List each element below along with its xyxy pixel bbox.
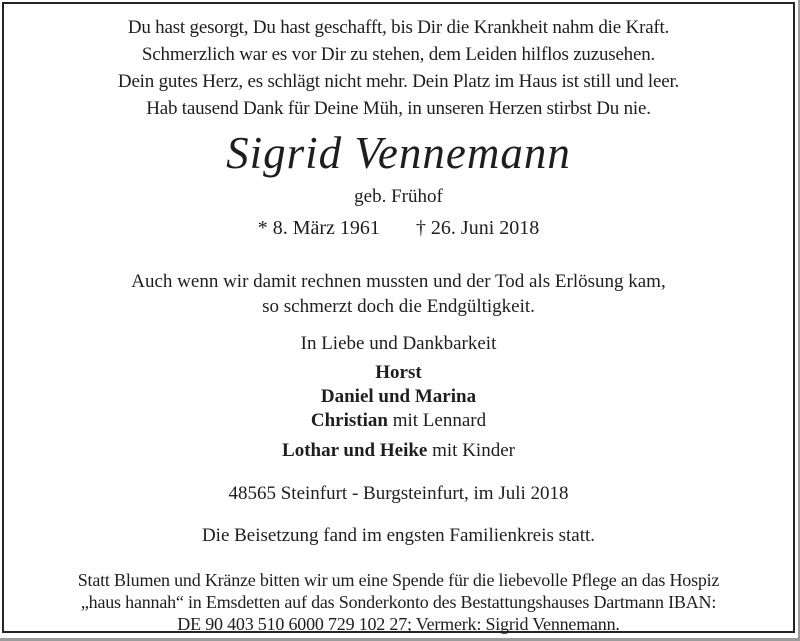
- poem-line: Schmerzlich war es vor Dir zu stehen, dem Leiden hilflos zuzusehen.: [141, 44, 656, 65]
- closing-phrase: In Liebe und Dankbarkeit: [300, 333, 497, 354]
- mourner-line: [4, 439, 793, 463]
- obituary-notice: [4, 4, 793, 634]
- life-dates: [4, 215, 793, 241]
- mourner-suffix: mit Kinder: [427, 440, 515, 461]
- mourners-list: [4, 361, 793, 463]
- memorial-poem: [4, 14, 793, 122]
- condolence-line: Auch wenn wir damit rechnen mussten und der Tod als Erlösung kam,: [131, 271, 666, 292]
- donation-line: DE 90 403 510 6000 729 102 27; Vermerk: Sigrid Vennemann.: [177, 614, 620, 634]
- donation-request: [4, 569, 793, 635]
- condolence-line: so schmerzt doch die Endgültigkeit.: [262, 296, 535, 317]
- mourner-name: Lothar und Heike: [282, 440, 428, 461]
- donation-line: „haus hannah“ in Emsdetten auf das Sonderkonto des Bestattungshauses Dartmann IBAN:: [80, 592, 717, 612]
- deceased-name: Sigrid Vennemann: [226, 128, 571, 178]
- poem-line: Dein gutes Herz, es schlägt nicht mehr. Dein Platz im Haus ist still und leer.: [117, 71, 680, 92]
- mourner-name: Daniel und Marina: [320, 386, 477, 407]
- donation-line: Statt Blumen und Kränze bitten wir um eine Spende für die liebevolle Pflege an das Hospiz: [77, 570, 720, 590]
- death-date: † 26. Juni 2018: [415, 217, 540, 239]
- condolence-text: [4, 269, 793, 319]
- birth-date: * 8. März 1961: [257, 217, 380, 239]
- mourner-name: Christian: [310, 410, 388, 431]
- poem-line: Hab tausend Dank für Deine Müh, in unseren Herzen stirbst Du nie.: [146, 98, 651, 119]
- mourner-name: Horst: [375, 362, 422, 383]
- funeral-note: Die Beisetzung fand im engsten Familienkreis statt.: [201, 525, 596, 546]
- poem-line: Du hast gesorgt, Du hast geschafft, bis Dir die Krankheit nahm die Kraft.: [127, 17, 670, 38]
- maiden-name: geb. Frühof: [354, 186, 443, 207]
- place-and-date: 48565 Steinfurt - Burgsteinfurt, im Juli 2018: [228, 483, 569, 504]
- mourner-suffix: mit Lennard: [387, 410, 487, 431]
- mourner-line: [4, 385, 793, 409]
- mourner-line: [4, 409, 793, 433]
- mourner-line: [4, 361, 793, 385]
